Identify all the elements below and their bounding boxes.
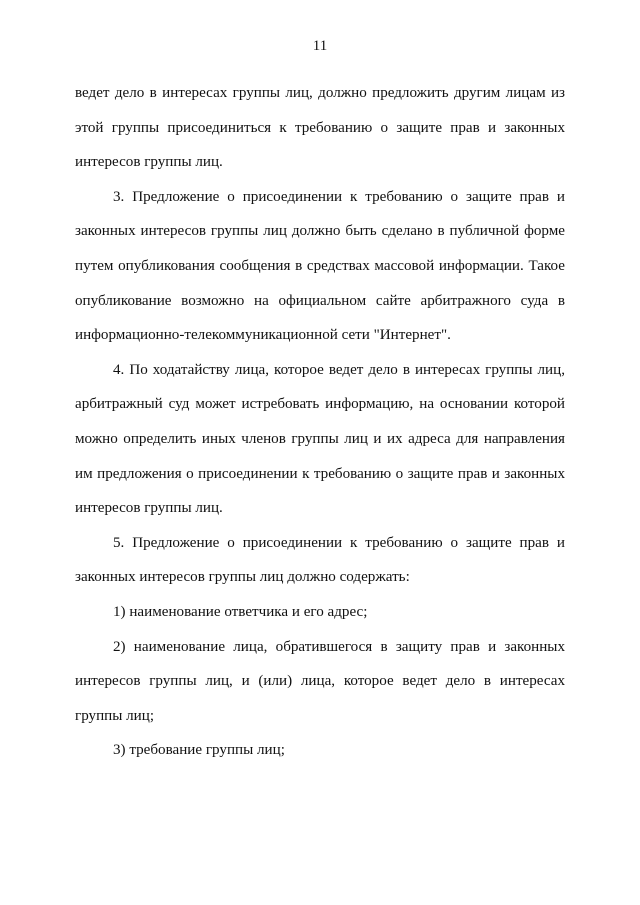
list-item-2: 2) наименование лица, обратившегося в защиту прав и законных интересов группы лиц, и (или) лица, которое ведет дело в интересах группы лиц; <box>75 638 565 724</box>
document-body <box>75 76 565 768</box>
list-item-1: 1) наименование ответчика и его адрес; <box>113 603 368 620</box>
paragraph-item-5: 5. Предложение о присоединении к требованию о защите прав и законных интересов группы лиц должно содержать: <box>75 534 565 586</box>
paragraph-continuation: ведет дело в интересах группы лиц, должно предложить другим лицам из этой группы присоединиться к требованию о защите прав и законных интересов группы лиц. <box>75 85 565 171</box>
paragraph-item-3: 3. Предложение о присоединении к требованию о защите прав и законных интересов группы лиц должно быть сделано в публичной форме путем опубликования сообщения в средствах массовой информации. Такое опубликование возможно на официальном сайте арбитражного суда в информационно-телекоммуникационной сети "Интернет". <box>75 188 565 344</box>
list-item-3: 3) требование группы лиц; <box>113 742 285 759</box>
paragraph-item-4: 4. По ходатайству лица, которое ведет дело в интересах группы лиц, арбитражный суд может истребовать информацию, на основании которой можно определить иных членов группы лиц и их адреса для направления им предложения о присоединении к требованию о защите прав и законных интересов группы лиц. <box>75 361 565 517</box>
page-number: 11 <box>312 38 328 54</box>
